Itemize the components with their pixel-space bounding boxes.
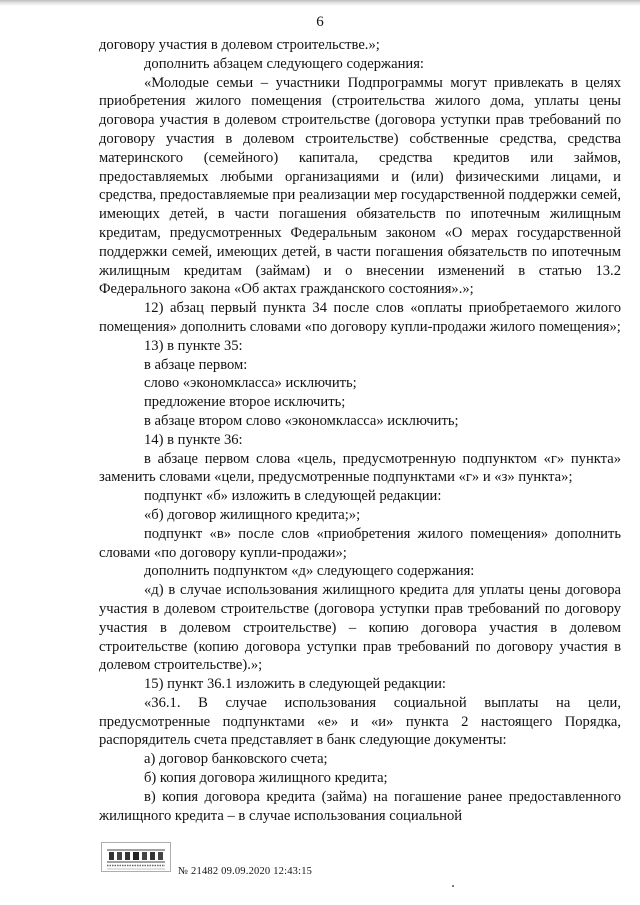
registry-stamp-icon (101, 842, 171, 872)
paragraph: договору участия в долевом строительстве.»; (99, 37, 380, 53)
paragraph: подпункт «в» после слов «приобретения жилого помещения» дополнить словами «по договору купли-продажи»; (99, 525, 621, 561)
paragraph: в абзаце первом слова «цель, предусмотренную подпунктом «г» пункта» заменить словами «цели, предусмотренные подпунктами «г» и «з» пункта»; (99, 450, 621, 486)
paragraph: в) копия договора кредита (займа) на погашение ранее предоставленного жилищного кредита – в случае использования социальной (99, 788, 621, 824)
paragraph: дополнить абзацем следующего содержания: (144, 55, 424, 72)
paragraph: слово «экономкласса» исключить; (144, 375, 357, 392)
paragraph: «Молодые семьи – участники Подпрограммы могут привлекать в целях приобретения жилого помещения (строительства жилого дома, уплаты цены договора участия в долевом строительстве (договора уступки прав требований по договору участия в долевом строительстве) собственные средства, средства материнского (семейного) капитала, средства кредитов или займов, предоставляемых любыми организациями и (или) физическими лицами, и средства, предоставляемые при реализации мер государственной поддержки семей, имеющих детей, в части погашения обязательств по ипотечным жилищным кредитам, предусмотренных Федеральным законом «О мерах государственной поддержки семей, имеющих детей, в части погашения обязательств по ипотечным жилищным кредитам (займам) и о внесении изменений в статью 13.2 Федерального закона «Об актах гражданского состояния».»; (99, 74, 621, 298)
paragraph: подпункт «б» изложить в следующей редакции: (144, 488, 442, 505)
scan-speck (452, 885, 454, 887)
paragraph: в абзаце первом: (144, 356, 248, 373)
paragraph: в абзаце втором слово «экономкласса» исключить; (144, 412, 459, 429)
paragraph: 12) абзац первый пункта 34 после слов «оплаты приобретаемого жилого помещения» дополнить словами «по договору купли-продажи жилого помещения»; (99, 300, 621, 335)
registration-number: № 21482 09.09.2020 12:43:15 (178, 866, 313, 877)
paragraph: б) копия договора жилищного кредита; (144, 770, 388, 787)
page-number: 6 (316, 14, 324, 30)
paragraph: предложение второе исключить; (144, 394, 346, 411)
paragraph: дополнить подпунктом «д» следующего содержания: (144, 563, 475, 580)
scan-edge (0, 0, 640, 6)
paragraph: 15) пункт 36.1 изложить в следующей редакции: (144, 676, 446, 693)
paragraph: «36.1. В случае использования социальной выплаты на цели, предусмотренные подпунктами «е» и «и» пункта 2 настоящего Порядка, распорядитель счета представляет в банк следующие документы: (99, 694, 621, 749)
paragraph: «д) в случае использования жилищного кредита для уплаты цены договора участия в долевом строительстве (договора уступки прав требований по договору участия в долевом строительстве) – копию договора участия в долевом строительстве (копию договора уступки прав требований по договору участия в долевом строительстве).»; (99, 582, 621, 674)
paragraph: 14) в пункте 36: (144, 431, 243, 448)
paragraph: а) договор банковского счета; (144, 751, 328, 768)
paragraph: 13) в пункте 35: (144, 337, 243, 354)
paragraph: «б) договор жилищного кредита;»; (144, 506, 361, 523)
document-body (99, 36, 621, 825)
